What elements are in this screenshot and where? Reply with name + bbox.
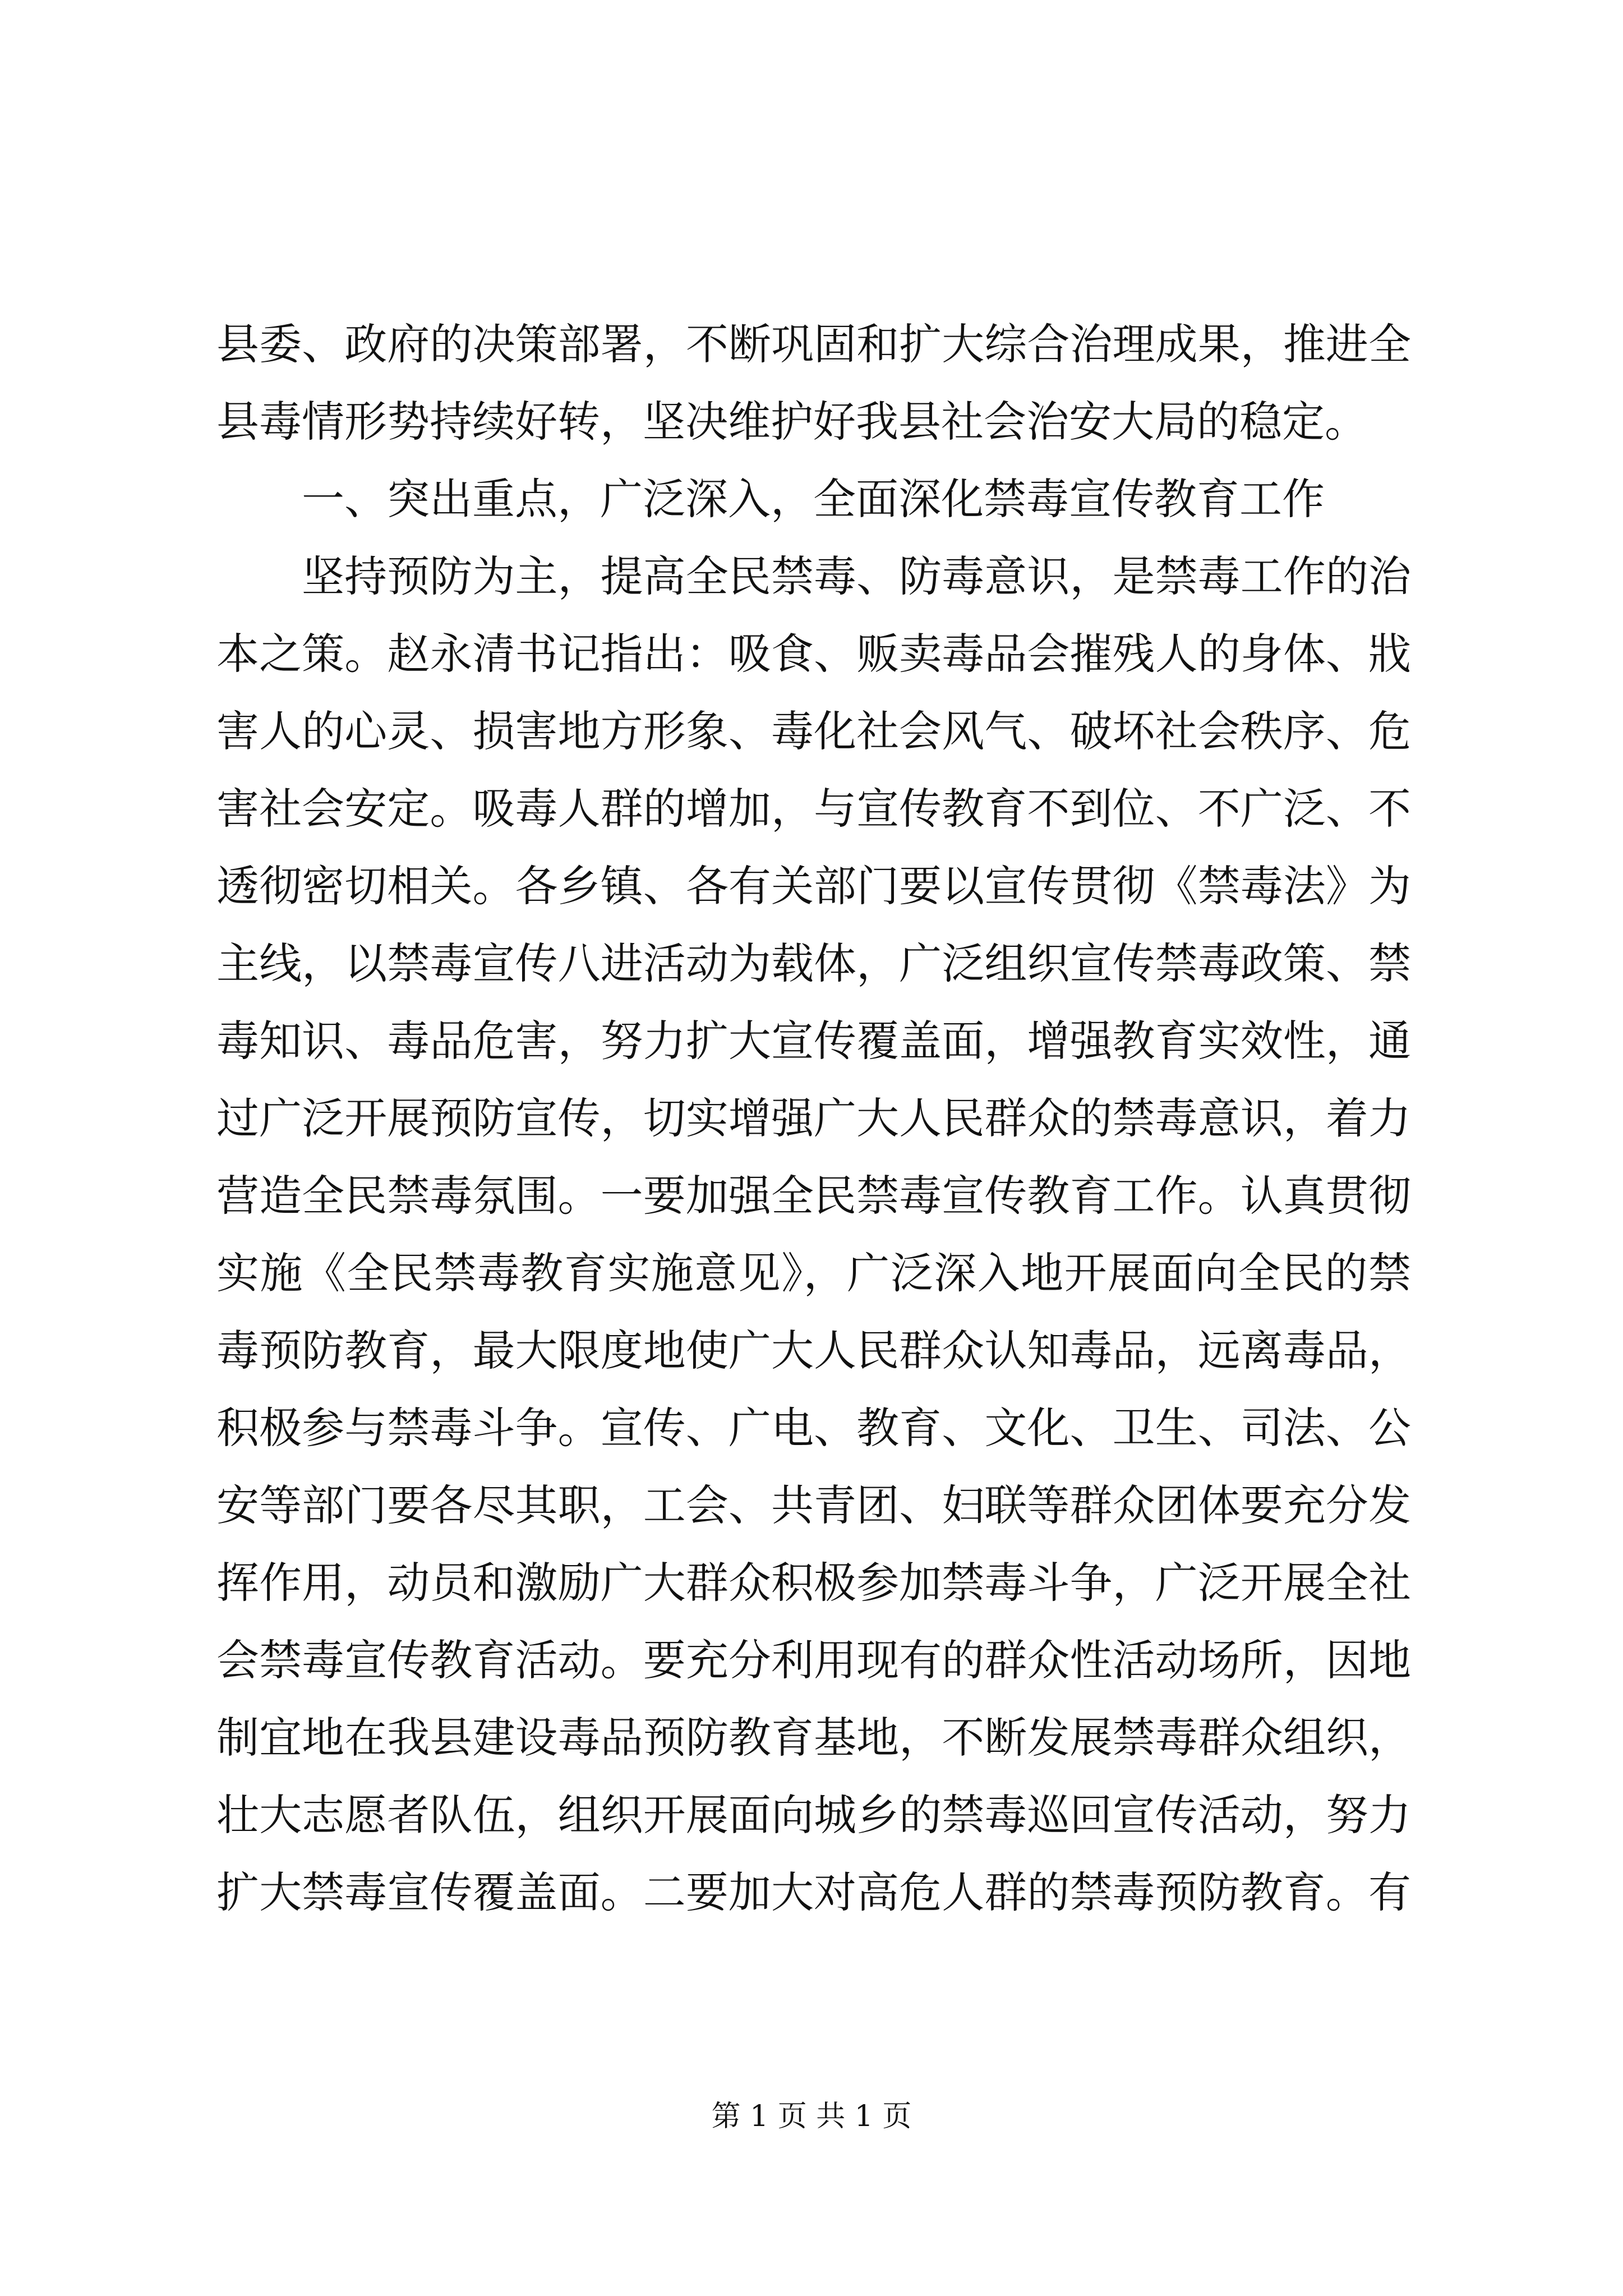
text-line: 挥作用，动员和激励广大群众积极参加禁毒斗争，广泛开展全社	[216, 1558, 1411, 1608]
text-line: 安等部门要各尽其职，工会、共青团、妇联等群众团体要充分发	[216, 1480, 1411, 1530]
text-line: 过广泛开展预防宣传，切实增强广大人民群众的禁毒意识，着力	[216, 1093, 1411, 1143]
text-line: 积极参与禁毒斗争。宣传、广电、教育、文化、卫生、司法、公	[216, 1403, 1411, 1453]
page-footer: 第 1 页 共 1 页	[711, 2100, 912, 2133]
text-line: 透彻密切相关。各乡镇、各有关部门要以宣传贯彻《禁毒法》为	[216, 861, 1411, 911]
text-line: 害社会安定。吸毒人群的增加，与宣传教育不到位、不广泛、不	[216, 784, 1411, 834]
text-line: 县委、政府的决策部署，不断巩固和扩大综合治理成果，推进全	[216, 319, 1411, 369]
text-line: 扩大禁毒宣传覆盖面。二要加大对高危人群的禁毒预防教育。有	[216, 1867, 1411, 1917]
paragraph-first-line: 坚持预防为主，提高全民禁毒、防毒意识，是禁毒工作的治	[302, 551, 1411, 601]
section-heading: 一、突出重点，广泛深入，全面深化禁毒宣传教育工作	[302, 474, 1325, 524]
text-line: 实施《全民禁毒教育实施意见》，广泛深入地开展面向全民的禁	[216, 1248, 1411, 1298]
text-line: 县毒情形势持续好转，坚决维护好我县社会治安大局的稳定。	[216, 397, 1367, 447]
text-line: 会禁毒宣传教育活动。要充分利用现有的群众性活动场所，因地	[216, 1635, 1411, 1685]
text-line: 壮大志愿者队伍，组织开展面向城乡的禁毒巡回宣传活动，努力	[216, 1790, 1411, 1840]
body-text	[216, 306, 1411, 1931]
text-line: 本之策。赵永清书记指出：吸食、贩卖毒品会摧残人的身体、戕	[216, 629, 1411, 679]
text-line: 主线，以禁毒宣传八进活动为载体，广泛组织宣传禁毒政策、禁	[216, 938, 1411, 988]
text-line: 制宜地在我县建设毒品预防教育基地，不断发展禁毒群众组织，	[216, 1713, 1411, 1763]
text-line: 毒知识、毒品危害，努力扩大宣传覆盖面，增强教育实效性，通	[216, 1016, 1411, 1066]
text-line: 营造全民禁毒氛围。一要加强全民禁毒宣传教育工作。认真贯彻	[216, 1171, 1411, 1221]
text-line: 毒预防教育，最大限度地使广大人民群众认知毒品，远离毒品，	[216, 1326, 1411, 1375]
text-line: 害人的心灵、损害地方形象、毒化社会风气、破坏社会秩序、危	[216, 706, 1411, 756]
